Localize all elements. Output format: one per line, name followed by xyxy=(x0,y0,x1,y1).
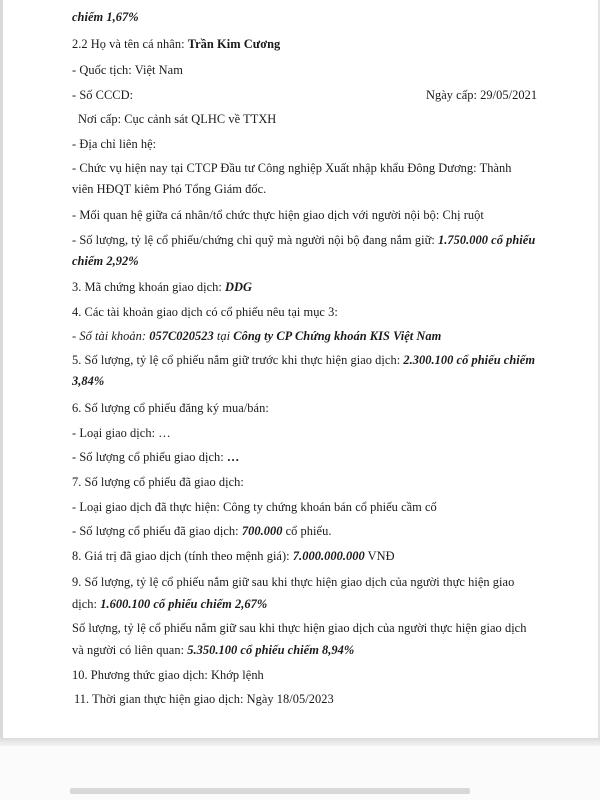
line-holding-ratio-continued: chiếm 1,67% xyxy=(72,10,139,24)
holding-before-value: 2.300.100 xyxy=(403,353,454,367)
full-name-label: 2.2 Họ và tên cá nhân: xyxy=(72,37,188,51)
ticker-label: 3. Mã chứng khoán giao dịch: xyxy=(72,280,226,294)
ticker-value: DDG xyxy=(225,280,253,294)
next-page-fragment xyxy=(0,746,600,800)
transaction-type-line: - Loại giao dịch: … xyxy=(72,426,171,440)
transaction-value-currency: VNĐ xyxy=(364,549,395,563)
section-2-2-full-name xyxy=(72,37,280,52)
transaction-quantity-value: … xyxy=(226,450,240,464)
trading-method-line: 10. Phương thức giao dịch: Khớp lệnh xyxy=(72,668,264,682)
holding-before-ratio: 3,84% xyxy=(72,374,105,388)
relationship-line: - Mối quan hệ giữa cá nhân/tổ chức thực hiện giao dịch với người nội bộ: Chị ruột xyxy=(72,208,484,222)
id-card-line xyxy=(72,88,572,103)
transaction-value-line xyxy=(72,549,395,564)
contact-address-line: - Địa chỉ liên hệ: xyxy=(72,137,157,151)
executed-quantity-heading: 7. Số lượng cổ phiếu đã giao dịch: xyxy=(72,475,244,489)
executed-quantity-value: 700.000 xyxy=(241,524,283,538)
holding-after-line-2 xyxy=(72,597,267,612)
page-edge-left xyxy=(0,0,3,738)
account-number: 057C020523 xyxy=(149,329,214,343)
transaction-quantity-line xyxy=(72,450,239,465)
position-line-2: viên HĐQT kiêm Phó Tổng Giám đốc. xyxy=(72,182,267,196)
account-line xyxy=(72,329,441,344)
registered-quantity-heading: 6. Số lượng cổ phiếu đăng ký mua/bán: xyxy=(72,401,269,415)
account-broker: Công ty CP Chứng khoán KIS Việt Nam xyxy=(233,329,442,343)
insider-holding-ratio: chiếm 2,92% xyxy=(72,254,139,268)
executed-type-line: - Loại giao dịch đã thực hiện: Công ty chứng khoán bán cổ phiếu cầm cố xyxy=(72,500,437,514)
nationality-line: - Quốc tịch: Việt Nam xyxy=(72,63,183,77)
account-at: tại xyxy=(213,329,234,343)
holding-before-label: 5. Số lượng, tỷ lệ cổ phiếu nắm giữ trước khi thực hiện giao dịch: xyxy=(72,353,404,367)
full-name-value: Trần Kim Cương xyxy=(187,37,281,51)
position-line-1: - Chức vụ hiện nay tại CTCP Đầu tư Công nghiệp Xuất nhập khẩu Đông Dương: Thành xyxy=(72,161,512,175)
related-holding-line-1: Số lượng, tỷ lệ cổ phiếu nắm giữ sau khi thực hiện giao dịch của người thực hiện giao dịch xyxy=(72,621,527,635)
related-holding-value: 5.350.100 xyxy=(187,643,238,657)
executed-quantity-line xyxy=(72,524,331,539)
holding-after-line-1: 9. Số lượng, tỷ lệ cổ phiếu nắm giữ sau khi thực hiện giao dịch của người thực hiện giao xyxy=(72,575,515,589)
page-separator xyxy=(0,738,600,746)
executed-quantity-label: - Số lượng cổ phiếu đã giao dịch: xyxy=(72,524,242,538)
holding-after-label: dịch: xyxy=(72,597,101,611)
transaction-value-amount: 7.000.000.000 xyxy=(292,549,365,563)
transaction-value-label: 8. Giá trị đã giao dịch (tính theo mệnh giá): xyxy=(72,549,293,563)
related-holding-label: và người có liên quan: xyxy=(72,643,188,657)
trading-date-line: 11. Thời gian thực hiện giao dịch: Ngày 18/05/2023 xyxy=(74,692,334,706)
insider-holding-unit: cổ phiếu xyxy=(488,233,536,247)
id-card-label: - Số CCCD: xyxy=(72,88,134,102)
transaction-quantity-label: - Số lượng cổ phiếu giao dịch: xyxy=(72,450,227,464)
holding-before-unit: cổ phiếu chiếm xyxy=(453,353,536,367)
related-holding-line-2 xyxy=(72,643,354,658)
executed-quantity-unit: cổ phiếu. xyxy=(282,524,332,538)
insider-holding-line xyxy=(72,233,535,248)
issue-place-line: Nơi cấp: Cục cảnh sát QLHC về TTXH xyxy=(78,112,277,126)
related-holding-ratio: cổ phiếu chiếm 8,94% xyxy=(237,643,355,657)
insider-holding-label: - Số lượng, tỷ lệ cổ phiếu/chứng chỉ quỹ mà người nội bộ đang nắm giữ: xyxy=(72,233,438,247)
holding-after-value: 1.600.100 xyxy=(100,597,151,611)
holding-after-ratio: cổ phiếu chiếm 2,67% xyxy=(150,597,268,611)
next-page-faint-text xyxy=(70,788,470,794)
accounts-heading: 4. Các tài khoản giao dịch có cổ phiếu nêu tại mục 3: xyxy=(72,305,338,319)
issue-date: Ngày cấp: 29/05/2021 xyxy=(426,88,538,102)
ticker-line xyxy=(72,280,252,295)
insider-holding-value: 1.750.000 xyxy=(437,233,488,247)
holding-before-line xyxy=(72,353,535,368)
account-label: - Số tài khoản: xyxy=(72,329,150,343)
